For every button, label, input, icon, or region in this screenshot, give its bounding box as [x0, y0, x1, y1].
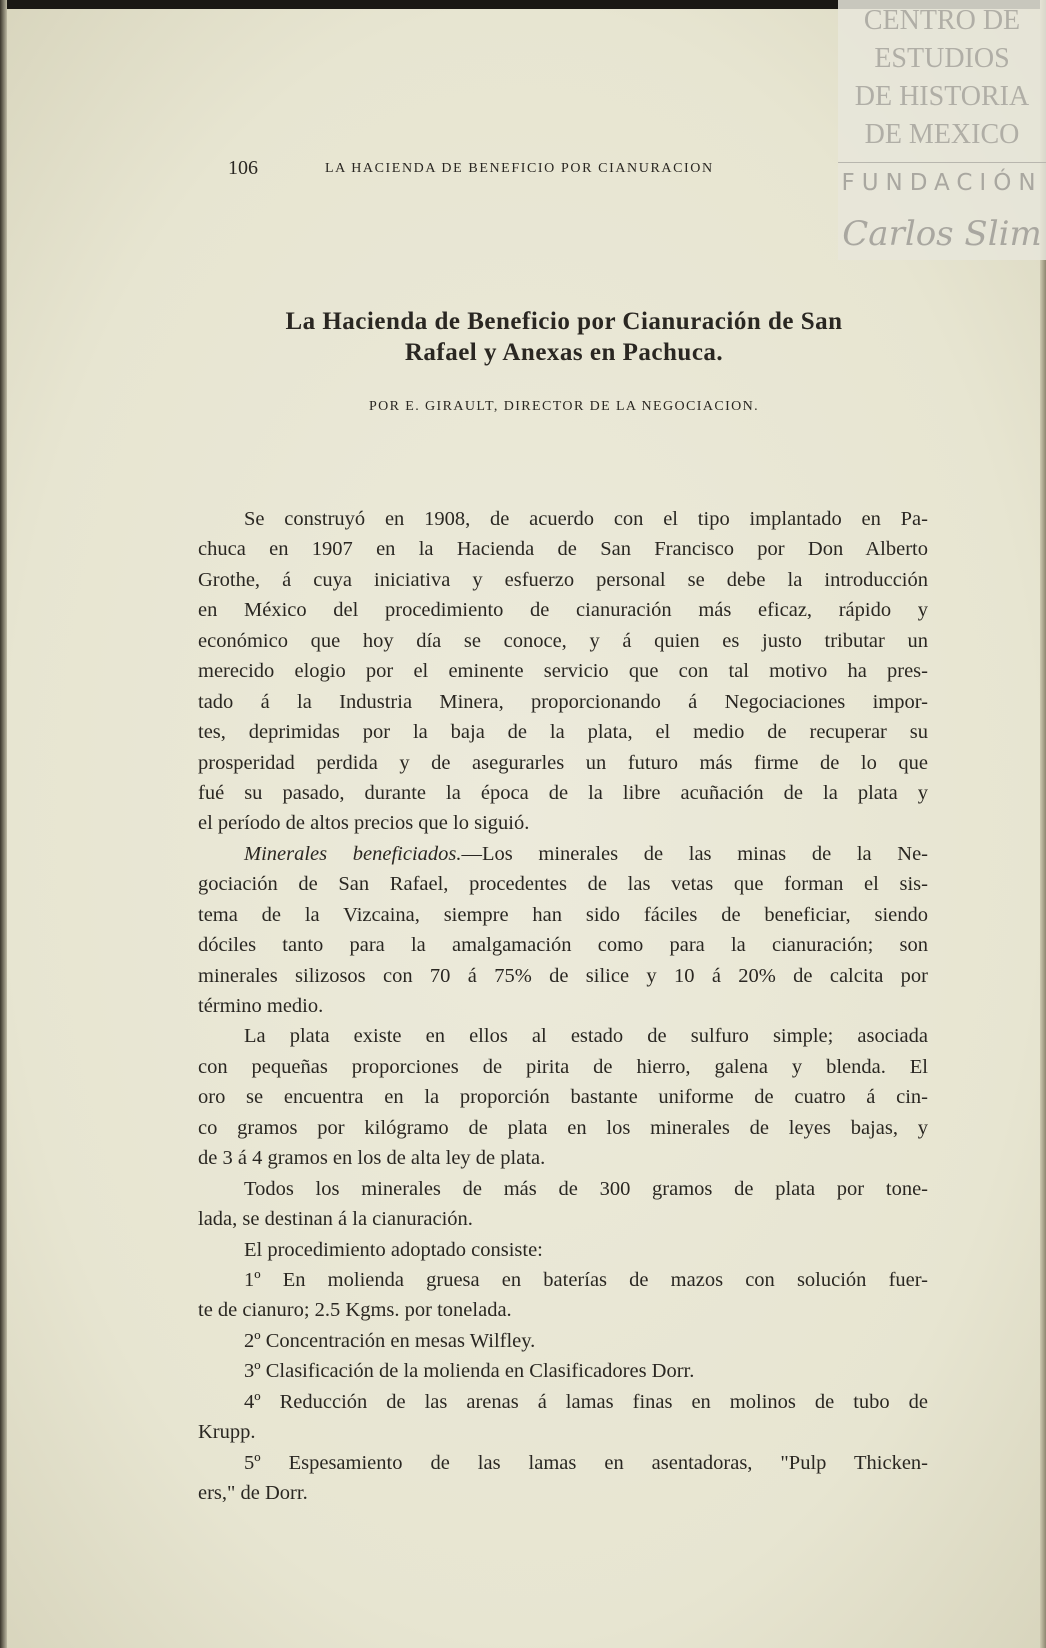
text-line: [198, 717, 928, 747]
line-text: gociación de San Rafael, procedentes de las vetas que forman el sis-: [198, 873, 928, 896]
line-text: oro se encuentra en la proporción bastante uniforme de cuatro á cin-: [198, 1086, 928, 1109]
text-line: [198, 1295, 928, 1325]
line-text: co gramos por kilógramo de plata en los minerales de leyes bajas, y: [198, 1116, 928, 1139]
watermark-signature: Carlos Slim: [842, 214, 1042, 254]
line-text: prosperidad perdida y de asegurarles un futuro más firme de lo que: [198, 751, 928, 774]
text-line: [198, 504, 928, 534]
scan-left-edge: [0, 0, 7, 1648]
watermark-foundation: FUNDACIÓN: [841, 170, 1043, 196]
text-line: [198, 1143, 928, 1173]
line-text: 4º Reducción de las arenas á lamas finas en molinos de tubo de: [244, 1390, 928, 1413]
text-line: [198, 961, 928, 991]
line-text: lada, se destinan á la cianuración.: [198, 1208, 473, 1231]
title-line: Rafael y Anexas en Pachuca.: [404, 339, 724, 366]
text-line: [198, 1082, 928, 1112]
text-line: [198, 1113, 928, 1143]
line-text: dóciles tanto para la amalgamación como para la cianuración; son: [198, 934, 928, 957]
line-text: tes, deprimidas por la baja de la plata, el medio de recuperar su: [198, 721, 928, 744]
text-line: [198, 930, 928, 960]
line-text: Todos los minerales de más de 300 gramos de plata por tone-: [244, 1177, 928, 1200]
line-text: minerales silizosos con 70 á 75% de silice y 10 á 20% de calcita por: [198, 964, 928, 987]
title-line: La Hacienda de Beneficio por Cianuración de San: [285, 308, 843, 335]
text-line: [198, 1265, 928, 1295]
text-line: [198, 1204, 928, 1234]
page-number: 106: [228, 157, 258, 179]
line-text: Se construyó en 1908, de acuerdo con el tipo implantado en Pa-: [244, 508, 928, 530]
line-text: merecido elogio por el eminente servicio que con tal motivo ha pres-: [198, 660, 928, 683]
line-text: de 3 á 4 gramos en los de alta ley de plata.: [198, 1147, 546, 1170]
line-text: Grothe, á cuya iniciativa y esfuerzo personal se debe la introducción: [198, 568, 928, 591]
watermark-line: CENTRO DE: [863, 5, 1021, 36]
watermark-line: DE HISTORIA: [854, 81, 1030, 112]
line-text: El procedimiento adoptado consiste:: [244, 1238, 543, 1261]
text-line: [198, 839, 928, 869]
line-text: tado á la Industria Minera, proporcionando á Negociaciones impor-: [198, 690, 928, 713]
text-line: [198, 900, 928, 930]
running-header: LA HACIENDA DE BENEFICIO POR CIANURACION: [325, 161, 714, 176]
line-text: tema de la Vizcaina, siempre han sido fáciles de beneficiar, siendo: [198, 903, 928, 926]
watermark-logo: [838, 0, 1046, 260]
text-line: [198, 869, 928, 899]
line-text: término medio.: [198, 995, 324, 1017]
watermark-org: [838, 2, 1046, 154]
text-line: [198, 1387, 928, 1417]
text-line: [198, 1052, 928, 1082]
line-text: con pequeñas proporciones de pirita de hierro, galena y blenda. El: [198, 1055, 928, 1078]
text-line: [198, 656, 928, 686]
text-line: [198, 808, 928, 838]
text-line: [198, 534, 928, 564]
text-line: [198, 1174, 928, 1204]
text-line: [198, 595, 928, 625]
line-text: Krupp.: [198, 1421, 256, 1444]
text-line: [198, 565, 928, 595]
line-text: en México del procedimiento de cianuración más eficaz, rápido y: [198, 599, 928, 622]
text-line: [198, 1235, 928, 1265]
watermark-line: DE MEXICO: [864, 119, 1020, 150]
line-text: —Los minerales de las minas de la Ne-: [461, 842, 928, 865]
section-heading-italic: Minerales beneficiados.: [244, 842, 462, 865]
line-text: chuca en 1907 en la Hacienda de San Francisco por Don Alberto: [198, 538, 928, 561]
text-line: [198, 991, 928, 1021]
line-text: te de cianuro; 2.5 Kgms. por tonelada.: [198, 1299, 512, 1322]
text-line: [198, 1021, 928, 1051]
article-byline: POR E. GIRAULT, DIRECTOR DE LA NEGOCIACION.: [368, 399, 760, 414]
text-line: [198, 748, 928, 778]
line-text: ers," de Dorr.: [198, 1482, 308, 1504]
line-text: el período de altos precios que lo siguió.: [198, 812, 530, 835]
watermark-line: ESTUDIOS: [874, 43, 1010, 74]
line-text: 1º En molienda gruesa en baterías de mazos con solución fuer-: [244, 1268, 928, 1291]
article-title: [198, 306, 930, 368]
text-line: [198, 1326, 928, 1356]
text-line: [198, 687, 928, 717]
line-text: económico que hoy día se conoce, y á quien es justo tributar un: [198, 629, 928, 652]
line-text: 2º Concentración en mesas Wilfley.: [244, 1329, 536, 1352]
article-body: [198, 504, 928, 1508]
text-line: [198, 1417, 928, 1447]
text-line: [198, 626, 928, 656]
watermark-divider: [838, 162, 1046, 163]
text-line: [198, 778, 928, 808]
line-text: La plata existe en ellos al estado de sulfuro simple; asociada: [244, 1025, 928, 1048]
line-text: 5º Espesamiento de las lamas en asentadoras, "Pulp Thicken-: [244, 1451, 928, 1474]
text-line: [198, 1478, 928, 1508]
line-text: fué su pasado, durante la época de la libre acuñación de la plata y: [198, 781, 928, 804]
text-line: [198, 1356, 928, 1386]
text-line: [198, 1448, 928, 1478]
line-text: 3º Clasificación de la molienda en Clasificadores Dorr.: [244, 1360, 695, 1383]
